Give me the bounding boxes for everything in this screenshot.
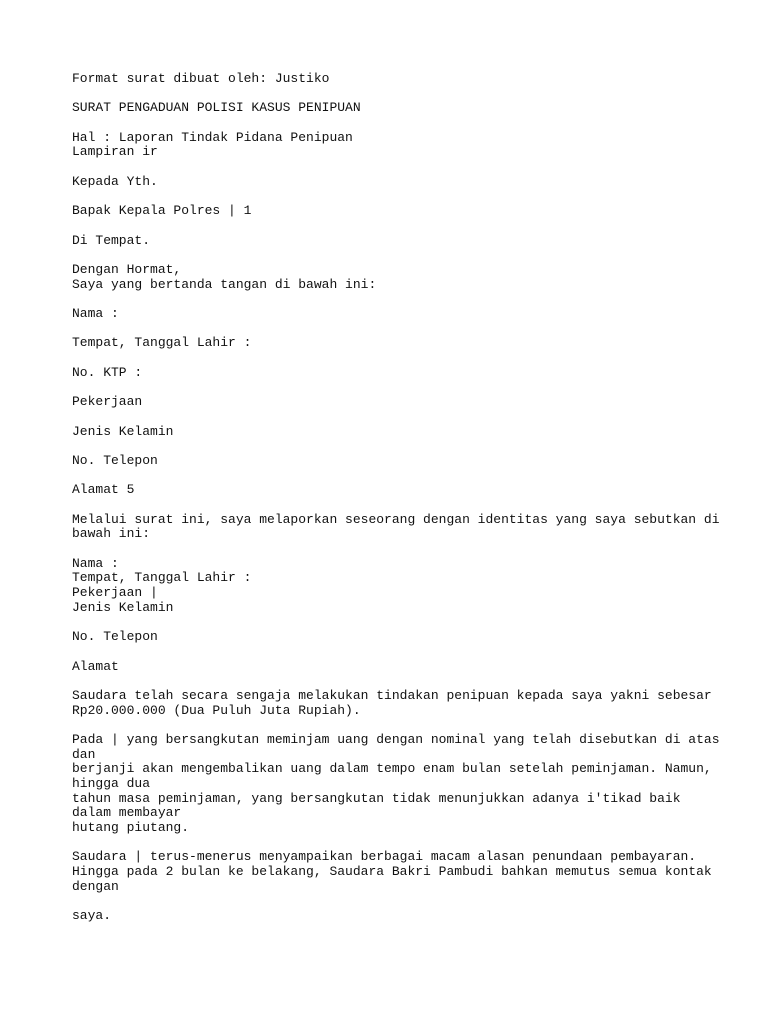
recipient-greeting: Kepada Yth. <box>72 173 158 189</box>
paragraph-2-line: dan <box>72 746 96 762</box>
spacer <box>72 410 712 425</box>
letter-subject: Hal : Laporan Tindak Pidana Penipuan <box>72 129 353 145</box>
spacer <box>72 836 712 851</box>
suspect-address: Alamat <box>72 658 119 674</box>
spacer <box>72 645 712 660</box>
paragraph-2-line: tahun masa peminjaman, yang bersangkutan tidak menunjukkan adanya i'tikad baik <box>72 790 681 806</box>
reporter-gender: Jenis Kelamin <box>72 423 174 439</box>
suspect-gender: Jenis Kelamin <box>72 599 174 615</box>
spacer <box>72 190 712 205</box>
spacer <box>72 292 712 307</box>
spacer <box>72 469 712 484</box>
spacer <box>72 718 712 733</box>
reporter-ktp: No. KTP : <box>72 364 143 380</box>
spacer <box>72 380 712 395</box>
suspect-job: Pekerjaan | <box>72 585 158 601</box>
reporter-phone: No. Telepon <box>72 452 158 468</box>
spacer <box>72 160 712 175</box>
salutation: Dengan Hormat, <box>72 261 182 277</box>
letter-title: SURAT PENGADUAN POLISI KASUS PENIPUAN <box>72 100 361 116</box>
paragraph-3-line: Saudara | terus-menerus menyampaikan berbagai macam alasan penundaan pembayaran. <box>72 849 697 865</box>
spacer <box>72 439 712 454</box>
letter-body <box>72 71 720 924</box>
reporter-job: Pekerjaan <box>72 394 143 410</box>
report-intro-line: bawah ini: <box>72 526 151 542</box>
spacer <box>72 895 712 910</box>
paragraph-3-line: dengan <box>72 878 119 894</box>
reporter-name: Nama : <box>72 306 119 321</box>
paragraph-2-line: hutang piutang. <box>72 820 190 836</box>
spacer <box>72 87 712 102</box>
spacer <box>72 674 712 689</box>
spacer <box>72 322 712 337</box>
intro: Saya yang bertanda tangan di bawah ini: <box>72 276 377 292</box>
paragraph-2-line: dalam membayar <box>72 805 182 821</box>
place: Di Tempat. <box>72 232 151 248</box>
spacer <box>72 116 712 131</box>
letter-attachment: Lampiran ir <box>72 144 158 160</box>
spacer <box>72 615 712 630</box>
suspect-phone: No. Telepon <box>72 629 158 645</box>
reporter-address: Alamat 5 <box>72 482 135 498</box>
paragraph-3-line: Hingga pada 2 bulan ke belakang, Saudara Bakri Pambudi bahkan memutus semua kontak <box>72 864 712 880</box>
spacer <box>72 248 712 263</box>
paragraph-1-line: Saudara telah secara sengaja melakukan tindakan penipuan kepada saya yakni sebesar <box>72 687 712 703</box>
spacer <box>72 219 712 234</box>
spacer <box>72 498 712 513</box>
suspect-birth: Tempat, Tanggal Lahir : <box>72 570 252 586</box>
reporter-birth: Tempat, Tanggal Lahir : <box>72 335 252 351</box>
spacer <box>72 351 712 366</box>
spacer <box>72 542 712 557</box>
report-intro-line: Melalui surat ini, saya melaporkan seseorang dengan identitas yang saya sebutkan di <box>72 511 720 527</box>
paragraph-2-line: hingga dua <box>72 776 151 791</box>
paragraph-2-line: Pada | yang bersangkutan meminjam uang dengan nominal yang telah disebutkan di atas <box>72 731 720 747</box>
recipient: Bapak Kepala Polres | 1 <box>72 203 252 219</box>
suspect-name: Nama : <box>72 555 119 571</box>
paragraph-2-line: berjanji akan mengembalikan uang dalam tempo enam bulan setelah peminjaman. Namun, <box>72 761 712 777</box>
paragraph-1-line: Rp20.000.000 (Dua Puluh Juta Rupiah). <box>72 702 361 718</box>
author-note: Format surat dibuat oleh: Justiko <box>72 71 330 86</box>
closing-fragment: saya. <box>72 908 112 924</box>
